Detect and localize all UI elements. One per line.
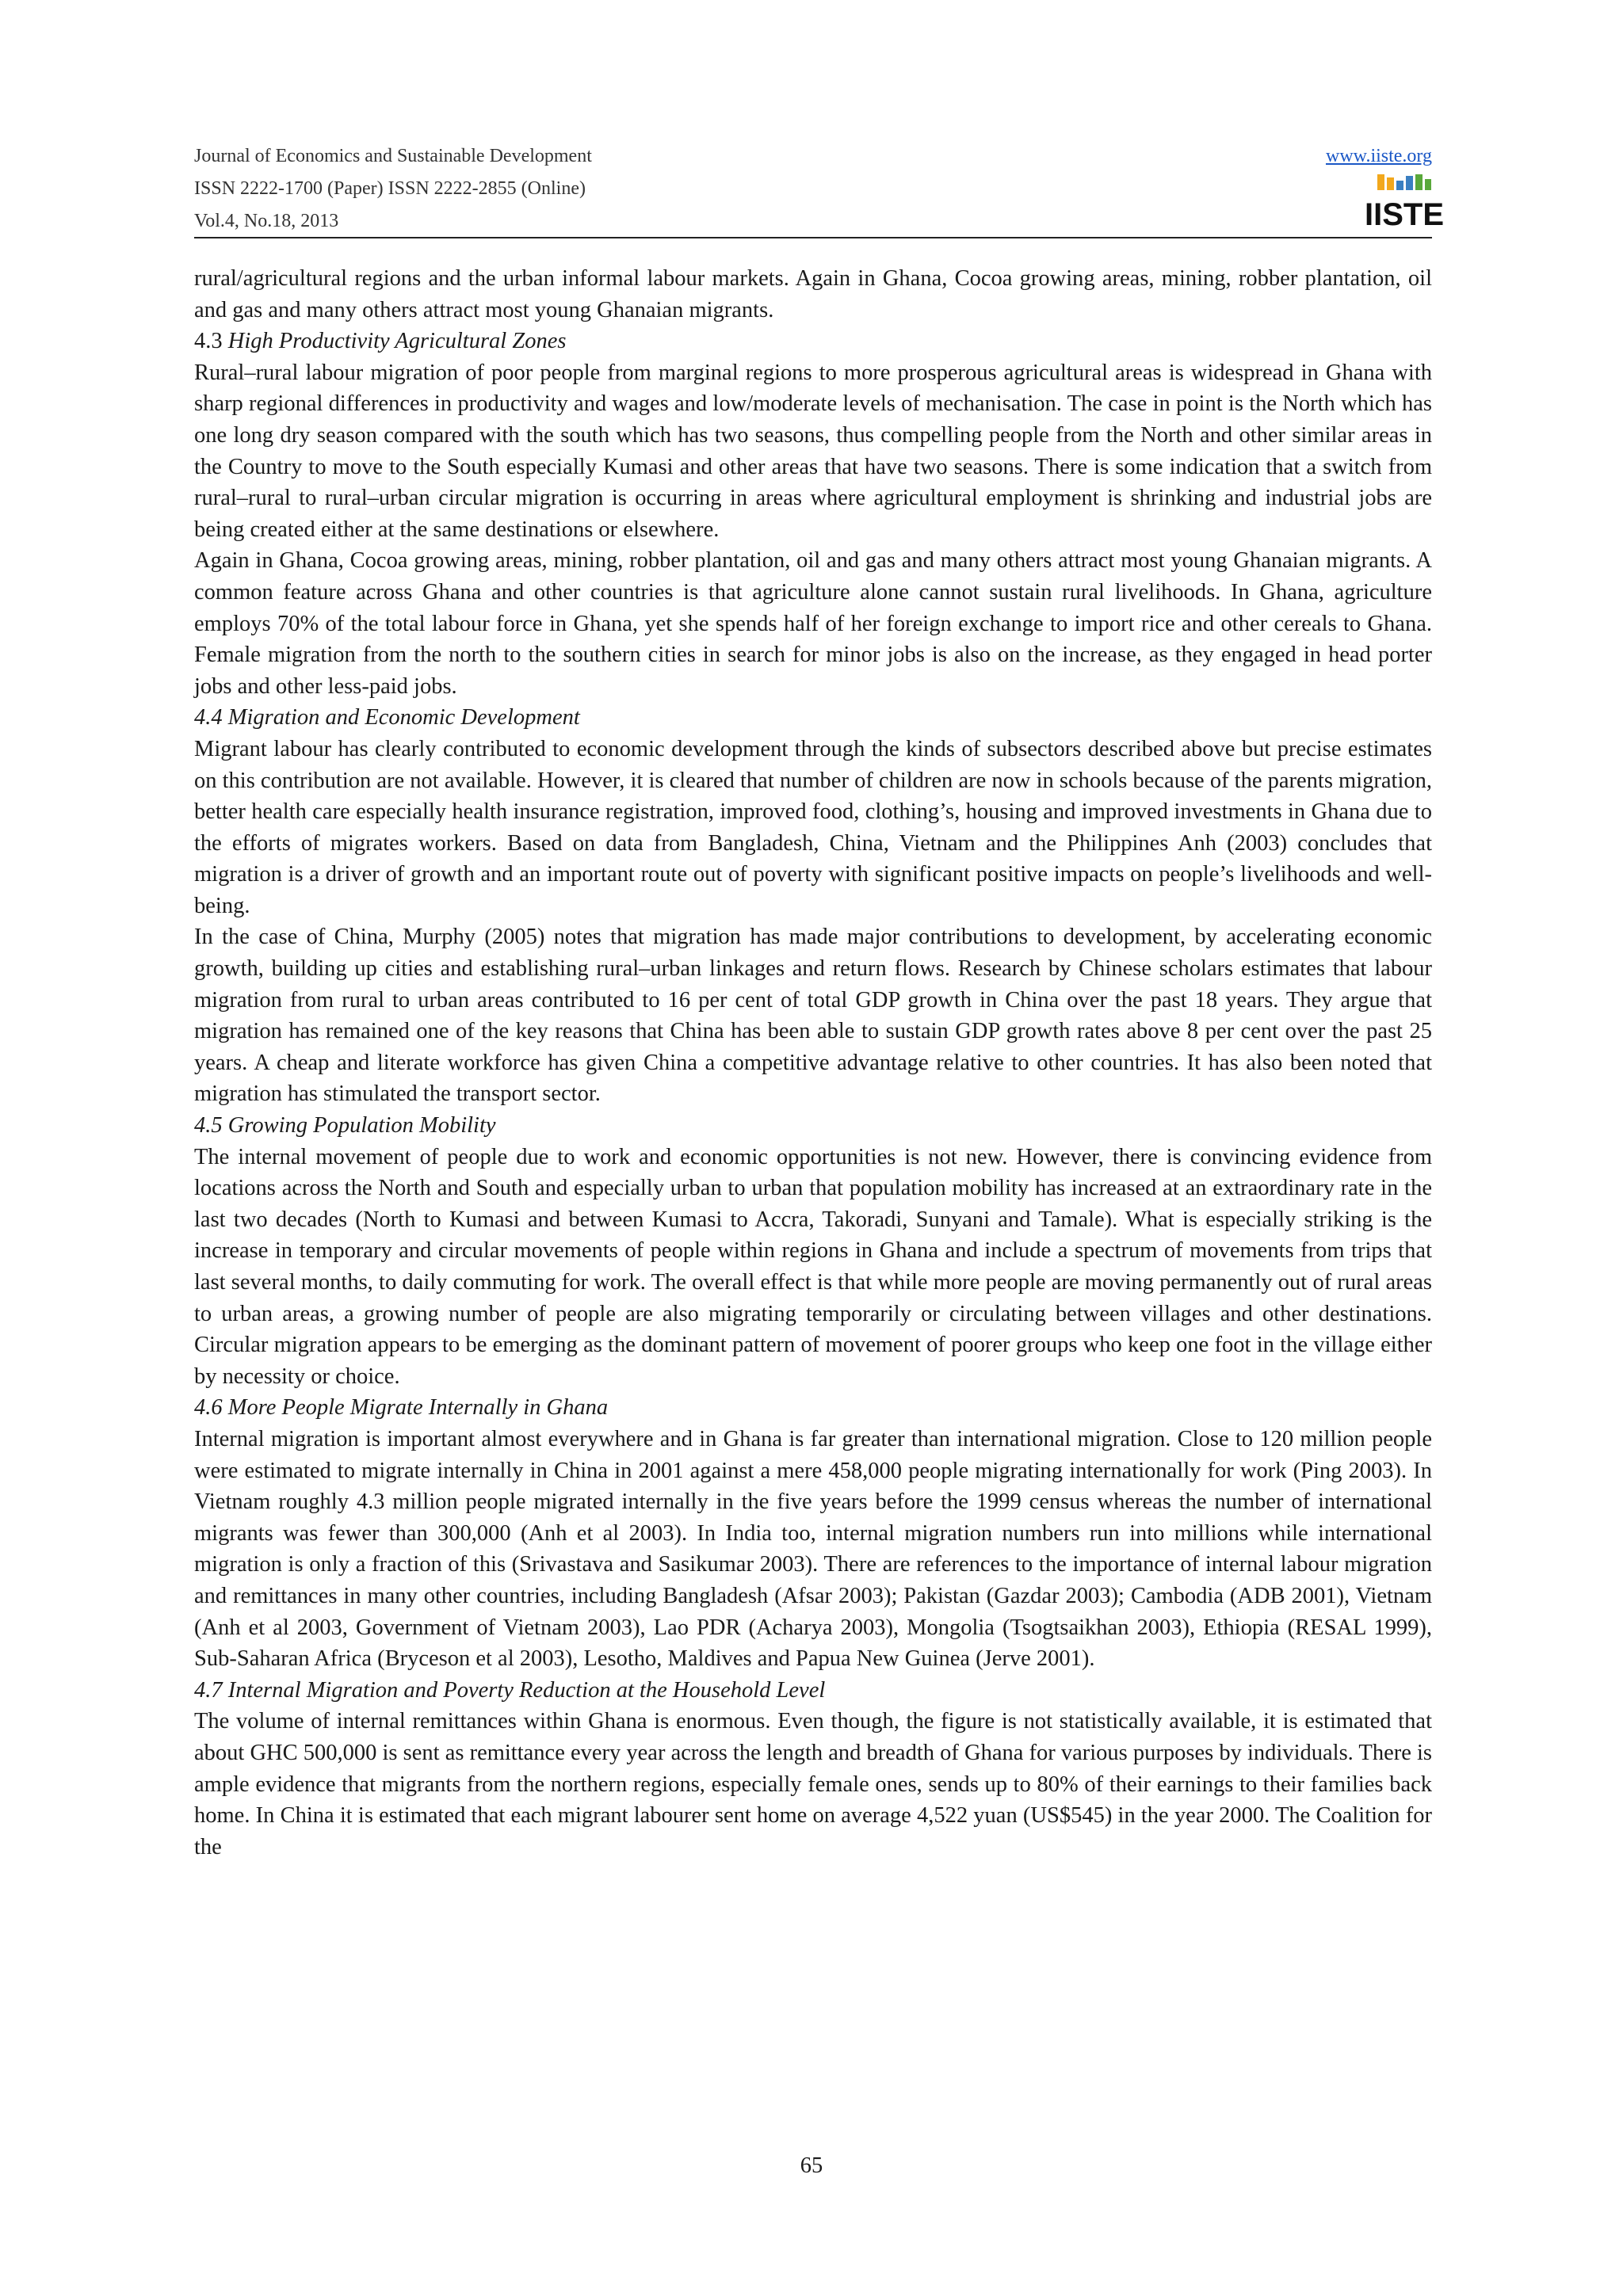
paragraph-1: Rural–rural labour migration of poor people from marginal regions to more prosperous agricultural areas is widespread in Ghana with sharp regional differences in productivity and wages and low/moderate levels of mechanisation. The case in point is the North which has one long dry season compared with the south which has two seasons, thus compelling people from the North and other similar areas in the Country to move to the South especially Kumasi and other areas that have two seasons. There is some indication that a switch from rural–rural to rural–urban circular migration is occurring in areas where agricultural employment is shrinking and industrial jobs are being created either at the same destinations or elsewhere. (194, 360, 1432, 542)
section-heading-4-3 (194, 326, 1432, 357)
section-title: High Productivity Agricultural Zones (227, 329, 567, 354)
journal-url-link[interactable]: www.iiste.org (1326, 146, 1432, 166)
page-header (194, 136, 1445, 238)
paragraph-6: Internal migration is important almost everywhere and in Ghana is far greater than international migration. Close to 120 million people were estimated to migrate internally in China in 2001 against a mere 458,000 people migrating internationally for work (Ping 2003). In Vietnam roughly 4.3 million people migrated internally in the five years before the 1999 census whereas the number of international migrants was fewer than 300,000 (Anh et al 2003). In India too, internal migration numbers run into millions while international migration is only a fraction of this (Srivastava and Sasikumar 2003). There are references to the importance of internal labour migration and remittances in many other countries, including Bangladesh (Afsar 2003); Pakistan (Gazdar 2003); Cambodia (ADB 2001), Vietnam (Anh et al 2003, Government of Vietnam 2003), Lao PDR (Acharya 2003), Mongolia (Tsogtsaikhan 2003), Ethiopia (RESAL 1999), Sub-Saharan Africa (Bryceson et al 2003), Lesotho, Maldives and Papua New Guinea (Jerve 2001). (194, 1426, 1432, 1672)
section-heading-4-4: 4.4 Migration and Economic Development (194, 705, 580, 730)
paragraph-3: Migrant labour has clearly contributed to economic development through the kinds of subsectors described above but precise estimates on this contribution are not available. However, it is cleared that number of children are now in schools because of the parents migration, better health care especially health insurance registration, improved food, clothing’s, housing and improved investments in Ghana due to the efforts of migrates workers. Based on data from Bangladesh, China, Vietnam and the Philippines Anh (2003) concludes that migration is a driver of growth and an important route out of poverty with significant positive impacts on people’s livelihoods and well-being. (194, 736, 1432, 918)
paragraph-4: In the case of China, Murphy (2005) notes that migration has made major contributions to development, by accelerating economic growth, building up cities and establishing rural–urban linkages and return flows. Research by Chinese scholars estimates that labour migration from rural to urban areas contributed to 16 per cent of total GDP growth in China over the past 18 years. They argue that migration has remained one of the key reasons that China has been able to sustain GDP growth rates above 8 per cent over the past 25 years. A cheap and literate workforce has given China a competitive advantage relative to other countries. It has also been noted that migration has stimulated the transport sector. (194, 925, 1432, 1107)
page-number: 65 (800, 2153, 823, 2178)
journal-issn: ISSN 2222-1700 (Paper) ISSN 2222-2855 (Online) (194, 178, 586, 199)
iiste-logo (1364, 173, 1445, 232)
article-body (194, 263, 1432, 1863)
paragraph-5: The internal movement of people due to work and economic opportunities is not new. However, there is convincing evidence from locations across the North and South and especially urban to urban that population mobility has increased at an extraordinary rate in the last two decades (North to Kumasi and between Kumasi to Accra, Takoradi, Sunyani and Tamale). What is especially striking is the increase in temporary and circular movements of people within regions in Ghana and include a spectrum of movements from trips that last several months, to daily commuting for work. The overall effect is that while more people are moving permanently out of rural areas to urban areas, a growing number of people are also migrating temporarily or circulating between villages and other destinations. Circular migration appears to be emerging as the dominant pattern of movement of poorer groups who keep one foot in the village either by necessity or choice. (194, 1144, 1432, 1389)
paragraph-2: Again in Ghana, Cocoa growing areas, mining, robber plantation, oil and gas and many others attract most young Ghanaian migrants. A common feature across Ghana and other countries is that agriculture alone cannot sustain rural livelihoods. In Ghana, agriculture employs 70% of the total labour force in Ghana, yet she spends half of her foreign exchange to import rice and other cereals to Ghana. Female migration from the north to the southern cities in search for minor jobs is also on the increase, as they engaged in head porter jobs and other less-paid jobs. (194, 548, 1432, 699)
logo-text: IISTE (1364, 197, 1445, 232)
section-heading-4-5: 4.5 Growing Population Mobility (194, 1113, 496, 1138)
journal-volume: Vol.4, No.18, 2013 (194, 211, 339, 231)
section-heading-4-6: 4.6 More People Migrate Internally in Ghana (194, 1395, 609, 1421)
section-heading-4-7: 4.7 Internal Migration and Poverty Reduction at the Household Level (194, 1677, 826, 1703)
section-number: 4.3 (194, 329, 223, 354)
journal-title: Journal of Economics and Sustainable Development (194, 146, 592, 166)
paragraph-7: The volume of internal remittances within Ghana is enormous. Even though, the figure is not statistically available, it is estimated that about GHC 500,000 is sent as remittance every year across the length and breadth of Ghana for various purposes by individuals. There is ample evidence that migrants from the northern regions, especially female ones, sends up to 80% of their earnings to their families back home. In China it is estimated that each migrant labourer sent home on average 4,522 yuan (US$545) in the year 2000. The Coalition for the (194, 1709, 1432, 1859)
paragraph-0: rural/agricultural regions and the urban informal labour markets. Again in Ghana, Cocoa growing areas, mining, robber plantation, oil and gas and many others attract most young Ghanaian migrants. (194, 266, 1432, 322)
journal-info (194, 140, 592, 238)
